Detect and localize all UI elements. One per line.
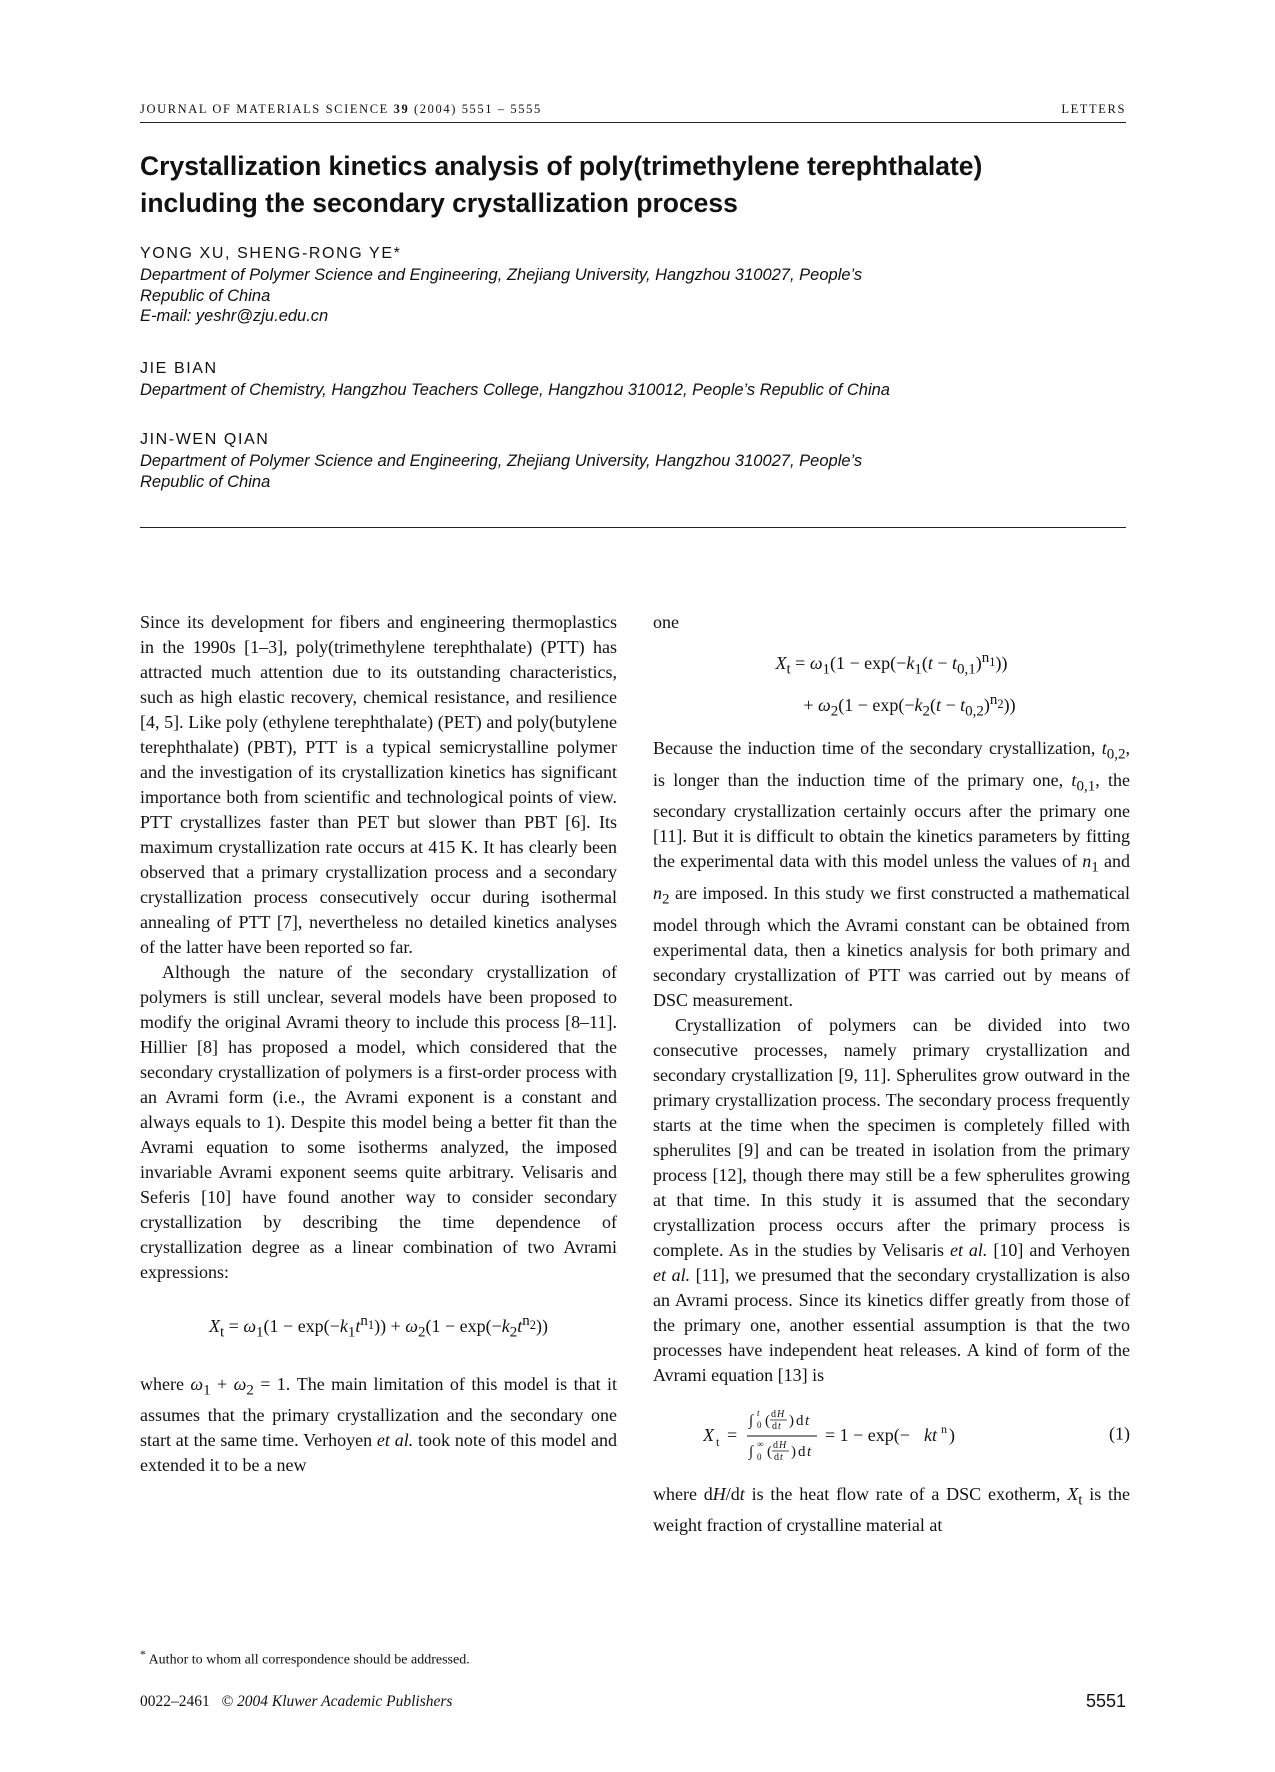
equation-verhoyen: $X_t = \omega_1(1 - \exp(-k_1(t - t_{0,1})^{n_1}))$ + $\omega_2(1 - \exp(-k_2(t - t_{0,2})^{n_2}))$	[767, 650, 1016, 720]
journal-volume: 39	[393, 102, 410, 116]
svg-text:∫: ∫	[749, 1443, 754, 1460]
journal-name: JOURNAL OF MATERIALS SCIENCE	[140, 102, 389, 116]
svg-text:d: d	[773, 1439, 778, 1451]
paragraph: Although the nature of the secondary crystallization of polymers is still unclear, several models have been proposed to modify the original Avrami theory to include this process [8–11]. Hillier [8] has proposed a model, which considered that the secondary crystallization of polymers is a first-order process with an Avrami form (i.e., the Avrami exponent is a constant and always equals to 1). Despite this model being a better fit than the Avrami equation to some isotherms analyzed, the imposed invariable Avrami exponent seems quite arbitrary. Velisaris and Seferis [10] have found another way to consider secondary crystallization by describing the time dependence of crystallization degree as a linear combination of two Avrami expressions:	[140, 962, 617, 1282]
equation-1	[653, 1404, 1130, 1464]
left-column	[140, 610, 617, 1478]
svg-text:): )	[949, 1424, 955, 1445]
affiliation: Department of Polymer Science and Engineering, Zhejiang University, Hangzhou 310027, People’s Republic of China E-mail: yeshr@zju.edu.cn	[140, 266, 863, 325]
svg-text:kt: kt	[924, 1424, 937, 1445]
author-names: YONG XU, SHENG-RONG YE*	[140, 245, 402, 262]
affiliation: Department of Polymer Science and Engineering, Zhejiang University, Hangzhou 310027, People’s Republic of China	[140, 452, 863, 491]
footer-issn	[140, 1693, 452, 1711]
title-line-1: Crystallization kinetics analysis of poly(trimethylene terephthalate)	[140, 151, 983, 181]
svg-text:X: X	[703, 1424, 714, 1445]
svg-text:d: d	[774, 1451, 779, 1463]
right-column	[653, 610, 1130, 1538]
svg-text:t: t	[805, 1412, 810, 1429]
copyright: © 2004 Kluwer Academic Publishers	[221, 1693, 453, 1710]
svg-text:n: n	[941, 1421, 947, 1436]
footnote: * Author to whom all correspondence should be addressed.	[140, 1648, 470, 1668]
svg-text:t: t	[716, 1434, 720, 1449]
svg-text:d: d	[798, 1443, 806, 1460]
running-head	[140, 102, 1126, 123]
author-block-3	[140, 429, 1126, 492]
email: E-mail: yeshr@zju.edu.cn	[140, 307, 329, 325]
issn: 0022–2461	[140, 1693, 210, 1710]
svg-text:=: =	[727, 1424, 738, 1445]
header-divider	[140, 527, 1126, 528]
paragraph: one	[653, 612, 679, 632]
svg-text:(: (	[767, 1443, 772, 1460]
journal-year-pages: (2004) 5551 – 5555	[414, 102, 542, 116]
article-title	[140, 148, 1126, 222]
author-names: JIN-WEN QIAN	[140, 431, 270, 448]
svg-text:∫: ∫	[749, 1412, 754, 1429]
svg-text:): )	[789, 1412, 794, 1429]
svg-text:H: H	[777, 1408, 785, 1420]
svg-text:): )	[791, 1443, 796, 1460]
svg-text:0: 0	[757, 1419, 762, 1430]
paragraph: Since its development for fibers and engineering thermoplastics in the 1990s [1–3], poly(trimethylene terephthalate) (PTT) has attracted much attention due to its outstanding characteristics, such as high elastic recovery, chemical resistance, and resilience [4, 5]. Like poly (ethylene terephthalate) (PET) and poly(butylene terephthalate) (PBT), PTT is a typical semicrystalline polymer and the investigation of its crystallization kinetics has significant importance both from scientific and technological points of view. PTT crystallizes faster than PET but slower than PBT [6]. Its maximum crystallization rate occurs at 415 K. It has clearly been observed that a primary crystallization process and a secondary crystallization process consecutively occur during isothermal annealing of PTT [7], nevertheless no detailed kinetics analyses of the latter have been reported so far.	[140, 612, 617, 957]
paragraph: where $\omega_1 + \omega_2 = 1$. The main limitation of this model is that it assumes that the primary crystallization and the secondary one start at the same time. Verhoyen et al. took note of this model and extended it to be a new	[140, 1373, 618, 1476]
svg-text:H: H	[779, 1439, 787, 1451]
paragraph: Because the induction time of the secondary crystallization, $t_{0,2}$, is longer than the induction time of the primary one, $t_{0,1}$, the secondary crystallization certainly occurs after the primary one [11]. But it is difficult to obtain the kinetics parameters by fitting the experimental data with this model unless the values of $n_1$ and $n_2$ are imposed. In this study we first constructed a mathematical model through which the Avrami constant can be obtained from experimental data, then a kinetics analysis for both primary and secondary crystallization of PTT was carried out by means of DSC measurement.	[653, 738, 1130, 1010]
svg-text:d: d	[771, 1408, 776, 1420]
svg-text:t: t	[778, 1420, 781, 1432]
equation-velisaris: $X_t = \omega_1(1 - \exp(-k_1t^{n_1})) + \omega_2(1 - \exp(-k_2t^{n_2}))$	[209, 1313, 548, 1341]
avrami-fraction-equation	[703, 1404, 1083, 1464]
page-number: 5551	[1085, 1691, 1126, 1711]
paragraph: Crystallization of polymers can be divided into two consecutive processes, namely primary crystallization and secondary crystallization [9, 11]. Spherulites grow outward in the primary crystallization process. The secondary process frequently starts at the time when the specimen is completely filled with spherulites [9] and can be treated in isolation from the primary process [12], though there may still be a few spherulites growing at that time. In this study it is assumed that the secondary crystallization process occurs after the primary process is complete. As in the studies by Velisaris et al. [10] and Verhoyen et al. [11], we presumed that the secondary crystallization is also an Avrami process. Since its kinetics differ greatly from those of the primary one, another essential assumption is that the two processes have independent heat releases. A kind of form of the Avrami equation [13] is	[653, 1014, 1131, 1385]
author-block-1	[140, 243, 1126, 327]
svg-text:0: 0	[757, 1451, 762, 1462]
svg-text:∞: ∞	[757, 1438, 764, 1449]
svg-text:d: d	[772, 1420, 777, 1432]
affiliation: Department of Chemistry, Hangzhou Teachers College, Hangzhou 310012, People’s Republic of China	[140, 381, 890, 399]
svg-text:= 1 − exp(−: = 1 − exp(−	[825, 1424, 910, 1445]
svg-text:(: (	[765, 1412, 770, 1429]
svg-text:d: d	[796, 1412, 804, 1429]
paragraph: where dH/dt is the heat flow rate of a DSC exotherm, $X_t$ is the weight fraction of crystalline material at	[653, 1483, 1131, 1536]
svg-text:t: t	[780, 1451, 783, 1463]
section-label: LETTERS	[1061, 102, 1126, 116]
author-names: JIE BIAN	[140, 360, 218, 377]
svg-text:t: t	[757, 1407, 760, 1418]
author-block-2	[140, 358, 1126, 401]
title-line-2: including the secondary crystallization process	[140, 188, 738, 218]
equation-number: (1)	[1109, 1423, 1130, 1444]
svg-text:t: t	[807, 1443, 812, 1460]
